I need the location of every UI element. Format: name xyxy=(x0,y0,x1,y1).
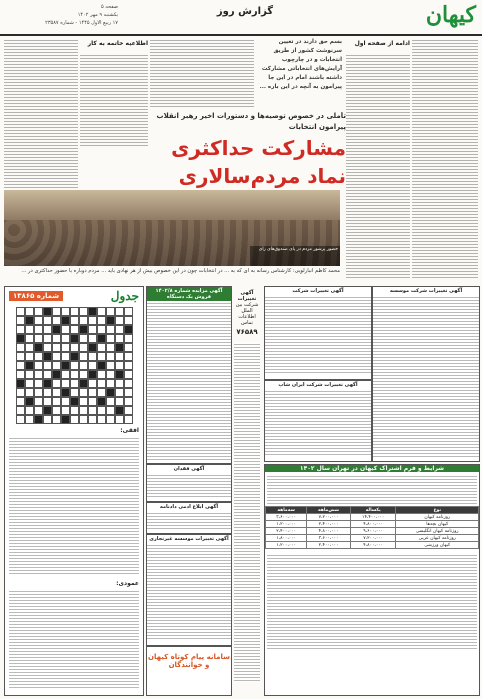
issue-number: ۱۷ ربیع الاول ۱۴۴۵ - شماره ۲۳۵۸۷ xyxy=(45,20,118,26)
table-cell: ۷،۲۰۰،۰۰۰ xyxy=(350,535,396,542)
photo-caption: حضور پرشور مردم در پای صندوق‌های رای xyxy=(250,246,340,266)
publication-date: یکشنبه ۹ مهر ۱۴۰۲ xyxy=(77,12,118,18)
subscription-panel xyxy=(264,464,480,696)
table-row xyxy=(266,535,479,542)
table-row xyxy=(266,521,479,528)
main-headline: مشارکت حداکثری نماد مردم‌سالاری xyxy=(150,134,346,192)
ad-company-changes-1 xyxy=(264,286,372,380)
table-cell: ۹،۶۰۰،۰۰۰ xyxy=(350,528,396,535)
ad-title: آگهی مزایده شماره ۱۴۰۲/۸ فروش یک دستگاه xyxy=(147,287,231,301)
down-label: عمودی: xyxy=(116,580,139,587)
table-cell: ۷،۲۰۰،۰۰۰ xyxy=(307,514,351,521)
table-cell: ۲،۴۰۰،۰۰۰ xyxy=(307,542,351,549)
pull-quote: بسم حق دارند در تعیین سرنوشت کشور از طریق انتخابات و در چارچوب آرایش‌های انتخاباتی مشارکت داشته باشند امام در این جا پیرامون به آنچه در این باره ... xyxy=(258,38,342,108)
table-cell: ۴،۸۰۰،۰۰۰ xyxy=(350,521,396,528)
table-header: یکساله xyxy=(350,507,396,514)
sms-service-banner xyxy=(146,646,232,696)
table-cell: ۲،۴۰۰،۰۰۰ xyxy=(307,521,351,528)
across-label: افقی: xyxy=(120,427,139,434)
crossword-panel xyxy=(4,286,144,696)
mini-notice-line3: اطلاعات تماس xyxy=(238,314,256,326)
table-cell: روزنامه کیهان عربی xyxy=(396,535,479,542)
table-row xyxy=(266,528,479,535)
mini-notice-phone: ۷۶۵۸۹ xyxy=(236,328,258,336)
mini-notice-column xyxy=(232,286,262,694)
ad-company-changes-2 xyxy=(264,380,372,462)
text-column-2 xyxy=(80,38,148,148)
table-cell: کیهان بچه‌ها xyxy=(396,521,479,528)
table-cell: روزنامه کیهان انگلیسی xyxy=(396,528,479,535)
table-cell: روزنامه کیهان xyxy=(396,514,479,521)
ad-loss-notice xyxy=(146,464,232,502)
table-cell: کیهان ورزشی xyxy=(396,542,479,549)
crossword-title: جدول xyxy=(110,289,139,303)
table-cell: ۱،۲۰۰،۰۰۰ xyxy=(266,542,307,549)
headline-kicker: تأملی در خصوص توصیه‌ها و دستورات اخیر رهبر انقلاب xyxy=(150,112,346,120)
article-lede: محمد کاظم انبارلویی: کارشناس رسانه به ای که به ... در انتخابات چون در این خصوص بیش از هر نهادی باید ... مردم دوباره با حضور حداکثری در ... xyxy=(4,268,340,282)
crossword-grid xyxy=(16,307,133,424)
subheading-left: اطلاعیه خاتمه به کار xyxy=(80,40,148,54)
headline-kicker-2: پیرامون انتخابات xyxy=(150,123,346,131)
table-cell: ۳،۶۰۰،۰۰۰ xyxy=(307,535,351,542)
table-row xyxy=(266,514,479,521)
subscription-table xyxy=(265,506,479,549)
mini-notice-line2: شرکت بین الملل xyxy=(235,302,259,314)
mini-notice-line1: آگهی تغییرات xyxy=(237,290,257,302)
ad-title: آگهی تغییرات موسسه غیرتجاری xyxy=(149,536,229,542)
sms-banner-text: سامانه پیام کوتاه کیهان و خوانندگان xyxy=(148,653,230,669)
table-cell: ۱،۸۰۰،۰۰۰ xyxy=(266,535,307,542)
across-clues xyxy=(9,436,139,576)
text-column-5 xyxy=(412,38,478,278)
table-row xyxy=(266,542,479,549)
page-number: صفحه ۵ xyxy=(101,4,118,10)
ad-company-changes-3 xyxy=(372,286,480,462)
table-cell: ۱۴،۴۰۰،۰۰۰ xyxy=(350,514,396,521)
table-header: شش‌ماهه xyxy=(307,507,351,514)
down-clues xyxy=(9,589,139,689)
table-cell: ۴،۸۰۰،۰۰۰ xyxy=(350,542,396,549)
table-header: نوع xyxy=(396,507,479,514)
text-column-3 xyxy=(150,38,254,108)
table-cell: ۴،۸۰۰،۰۰۰ xyxy=(307,528,351,535)
ad-auction xyxy=(146,286,232,464)
subheading-right: ادامه از صفحه اول xyxy=(346,40,410,54)
ad-title: آگهی ابلاغ ادمی دادنامه xyxy=(159,504,219,510)
table-header: سه‌ماهه xyxy=(266,507,307,514)
crossword-number: شماره ۱۳۸۶۵ xyxy=(9,291,63,301)
ad-nonprofit-changes xyxy=(146,534,232,646)
table-cell: ۳،۶۰۰،۰۰۰ xyxy=(266,514,307,521)
section-title: گزارش روز xyxy=(216,6,274,17)
ad-title: آگهی فقدان xyxy=(173,466,205,472)
table-cell: ۱،۲۰۰،۰۰۰ xyxy=(266,521,307,528)
subscription-title: شرایط و فرم اشتراک کیهان در تهران سال ۱۴۰۲ xyxy=(265,465,479,472)
ad-title: آگهی تغییرات شرکت xyxy=(292,288,344,294)
newspaper-logo: کیهان xyxy=(425,2,476,28)
table-cell: ۲،۴۰۰،۰۰۰ xyxy=(266,528,307,535)
ad-title: آگهی تغییرات شرکت ایران شاپ xyxy=(278,382,358,388)
ad-court-notice xyxy=(146,502,232,534)
ad-title: آگهی تغییرات شرکت موسسه xyxy=(389,288,463,294)
text-column-4 xyxy=(346,38,410,278)
